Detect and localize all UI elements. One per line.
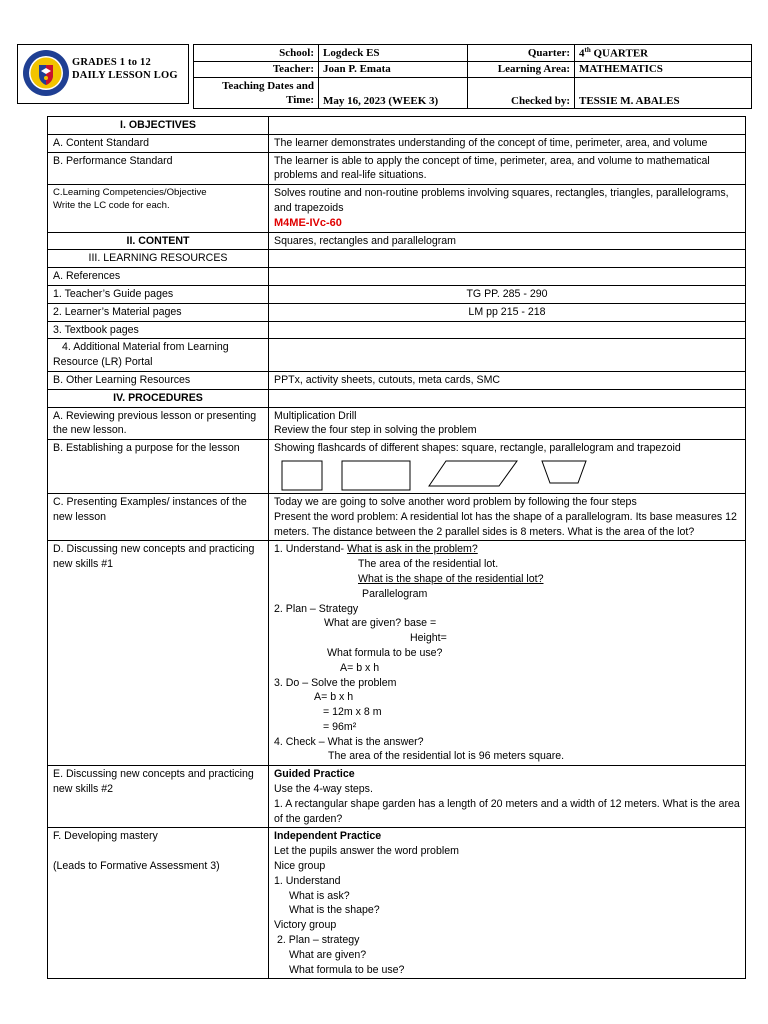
quarter-suffix: th	[584, 46, 591, 54]
learning-area-label: Learning Area:	[468, 61, 575, 77]
d-line1-question: What is ask in the problem?	[347, 543, 478, 556]
f-line2: Nice group	[274, 860, 326, 873]
square-shape	[282, 461, 322, 490]
d-line1-prefix: 1. Understand-	[274, 543, 348, 556]
f-line7: 2. Plan – strategy	[277, 934, 360, 947]
lc-code: M4ME-IVc-60	[274, 216, 342, 229]
f-line9: What formula to be use?	[289, 963, 405, 976]
additional-material-row	[48, 339, 746, 372]
f-line5: What is the shape?	[289, 904, 380, 917]
content-row	[48, 232, 746, 250]
other-resources-value: PPTx, activity sheets, cutouts, meta cards, SMC	[269, 371, 746, 389]
f-line4: What is ask?	[289, 889, 350, 902]
d-line10: 3. Do – Solve the problem	[274, 676, 397, 689]
learning-competencies-value	[269, 185, 746, 232]
content-standard-value: The learner demonstrates understanding of the concept of time, perimeter, area, and volume	[269, 134, 746, 152]
procedure-f-value	[269, 828, 746, 979]
d-line7: Height=	[410, 632, 447, 645]
procedure-e-line2: 1. A rectangular shape garden has a length of 20 meters and a width of 12 meters. What is the area of the garden?	[274, 797, 740, 825]
f-line1: Let the pupils answer the word problem	[274, 845, 459, 858]
teaching-dates-label-line2: Time:	[286, 93, 314, 106]
performance-standard-row	[48, 152, 746, 185]
lc-label-line2: Write the LC code for each.	[53, 200, 170, 212]
rectangle-shape	[342, 461, 410, 490]
shapes-illustration	[274, 456, 604, 492]
teaching-dates-value: May 16, 2023 (WEEK 3)	[319, 77, 468, 108]
learners-material-label: 2. Learner’s Material pages	[48, 303, 269, 321]
learners-material-row	[48, 303, 746, 321]
quarter-number: 4	[579, 47, 585, 60]
school-value: Logdeck ES	[319, 45, 468, 62]
d-line1	[274, 542, 740, 557]
teachers-guide-value: TG PP. 285 - 290	[269, 285, 746, 303]
procedure-c-label: C. Presenting Examples/ instances of the new lesson	[48, 493, 269, 540]
quarter-label: Quarter:	[468, 45, 575, 62]
resources-heading: III. LEARNING RESOURCES	[48, 250, 269, 268]
references-row	[48, 268, 746, 286]
deped-seal-icon	[22, 49, 70, 97]
procedure-d-label: D. Discussing new concepts and practicing new skills #1	[48, 541, 269, 766]
procedure-c-value	[269, 493, 746, 540]
procedure-f-label-line2: (Leads to Formative Assessment 3)	[53, 860, 220, 873]
d-line12: = 12m x 8 m	[323, 706, 382, 719]
shape-flashcards	[274, 456, 740, 492]
d-line6: What are given? base =	[324, 617, 437, 630]
teaching-dates-label-line1: Teaching Dates and	[222, 79, 314, 92]
empty-cell	[269, 339, 746, 372]
procedure-a-row	[48, 407, 746, 440]
procedures-heading: IV. PROCEDURES	[48, 389, 269, 407]
checked-by-value: TESSIE M. ABALES	[575, 77, 752, 108]
teacher-value: Joan P. Emata	[319, 61, 468, 77]
lc-label-line1: C.Learning Competencies/Objective	[53, 187, 207, 199]
additional-material-line2: Resource (LR) Portal	[53, 356, 153, 369]
content-value: Squares, rectangles and parallelogram	[269, 232, 746, 250]
procedure-e-row	[48, 766, 746, 828]
procedure-b-label: B. Establishing a purpose for the lesson	[48, 440, 269, 494]
spacer	[53, 844, 263, 859]
procedure-a-line1: Multiplication Drill	[274, 409, 357, 422]
teachers-guide-row	[48, 285, 746, 303]
lc-text: Solves routine and non-routine problems involving squares, rectangles, triangles, parallelograms, and trapezoids	[274, 187, 729, 214]
procedure-c-line2: Present the word problem: A residential lot has the shape of a parallelogram. Its base measures 12 meters. The distance between the 2 parallel sides is 8 meters. What is the area of the lot?	[274, 510, 737, 538]
performance-standard-value: The learner is able to apply the concept of time, perimeter, area, and volume to mathematical problems and real-life situations.	[269, 152, 746, 185]
procedures-heading-row	[48, 389, 746, 407]
d-line8: What formula to be use?	[327, 646, 443, 659]
f-line6: Victory group	[274, 919, 337, 932]
teachers-guide-label: 1. Teacher’s Guide pages	[48, 285, 269, 303]
trapezoid-shape	[542, 461, 586, 483]
d-line15: The area of the residential lot is 96 meters square.	[328, 750, 565, 763]
objectives-heading-row	[48, 117, 746, 135]
empty-cell	[269, 268, 746, 286]
textbook-label: 3. Textbook pages	[48, 321, 269, 339]
procedure-a-value	[269, 407, 746, 440]
empty-cell	[269, 117, 746, 135]
additional-material-label	[48, 339, 269, 372]
d-line11: A= b x h	[314, 691, 354, 704]
header-title-line2: DAILY LESSON LOG	[72, 70, 178, 81]
procedure-e-label: E. Discussing new concepts and practicing new skills #2	[48, 766, 269, 828]
procedure-f-label-line1: F. Developing mastery	[53, 830, 158, 843]
header-title-line1: GRADES 1 to 12	[72, 57, 151, 68]
empty-cell	[269, 250, 746, 268]
content-heading: II. CONTENT	[48, 232, 269, 250]
procedure-e-line1: Use the 4-way steps.	[274, 783, 373, 796]
objectives-heading: I. OBJECTIVES	[48, 117, 269, 135]
procedure-d-row	[48, 541, 746, 766]
checked-by-label: Checked by:	[468, 77, 575, 108]
d-line13: = 96m²	[323, 720, 357, 733]
other-resources-label: B. Other Learning Resources	[48, 371, 269, 389]
procedure-a-line2: Review the four step in solving the problem	[274, 424, 477, 437]
quarter-text: QUARTER	[590, 47, 649, 60]
references-label: A. References	[48, 268, 269, 286]
guided-practice-heading: Guided Practice	[274, 768, 355, 781]
school-label: School:	[194, 45, 319, 62]
empty-cell	[269, 321, 746, 339]
teacher-label: Teacher:	[194, 61, 319, 77]
procedure-c-line1: Today we are going to solve another word problem by following the four steps	[274, 495, 637, 508]
procedure-b-value	[269, 440, 746, 494]
f-line8: What are given?	[289, 948, 367, 961]
textbook-row	[48, 321, 746, 339]
content-standard-label: A. Content Standard	[48, 134, 269, 152]
learning-area-value: MATHEMATICS	[575, 61, 752, 77]
d-line4: Parallelogram	[362, 587, 428, 600]
procedure-b-text: Showing flashcards of different shapes: square, rectangle, parallelogram and trapezoid	[274, 442, 681, 455]
d-line5: 2. Plan – Strategy	[274, 602, 359, 615]
lesson-log-table	[47, 116, 746, 979]
resources-heading-row	[48, 250, 746, 268]
d-line3: What is the shape of the residential lot?	[358, 572, 544, 585]
teaching-dates-label	[194, 77, 319, 108]
procedure-c-row	[48, 493, 746, 540]
header-logo-box	[17, 44, 189, 104]
d-line2: The area of the residential lot.	[358, 558, 499, 571]
learning-competencies-row	[48, 185, 746, 232]
performance-standard-label: B. Performance Standard	[48, 152, 269, 185]
empty-cell	[269, 389, 746, 407]
procedure-d-value	[269, 541, 746, 766]
f-line3: 1. Understand	[274, 874, 341, 887]
d-line14: 4. Check – What is the answer?	[274, 735, 424, 748]
independent-practice-heading: Independent Practice	[274, 830, 382, 843]
learners-material-value: LM pp 215 - 218	[269, 303, 746, 321]
procedure-f-label	[48, 828, 269, 979]
quarter-value	[575, 45, 752, 62]
header-title	[72, 56, 178, 82]
d-line9: A= b x h	[340, 661, 380, 674]
other-resources-row	[48, 371, 746, 389]
procedure-f-row	[48, 828, 746, 979]
procedure-e-value	[269, 766, 746, 828]
procedure-b-row	[48, 440, 746, 494]
additional-material-line1: 4. Additional Material from Learning	[62, 341, 229, 354]
procedure-a-label: A. Reviewing previous lesson or presenting the new lesson.	[48, 407, 269, 440]
parallelogram-shape	[429, 461, 517, 486]
header-info-table	[193, 44, 752, 109]
learning-competencies-label	[48, 185, 269, 232]
content-standard-row	[48, 134, 746, 152]
